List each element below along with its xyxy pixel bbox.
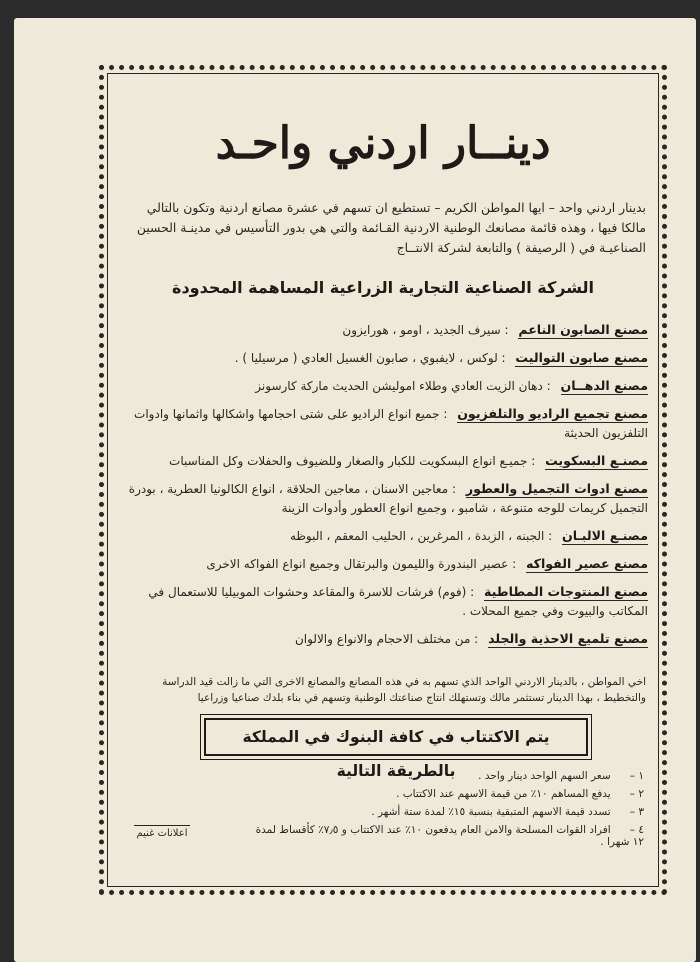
factory-products: : معاجين الاسنان ، معاجين الحلاقة ، انواع الكالونيا العطرية ، بودرة التجميل كريمات للوجه متنوعة ، شامبو ، وجميع انواع العطور وأدوات الزينة bbox=[128, 482, 648, 515]
term-text: افراد القوات المسلحة والامن العام يدفعون ١٠٪ عند الاكتتاب و ٧٫٥٪ كأقساط لمدة ١٢ شهرا . bbox=[255, 824, 644, 848]
factory-name: مصنع صابون التواليت bbox=[515, 350, 648, 365]
factory-item bbox=[118, 554, 648, 574]
factory-list bbox=[118, 320, 648, 657]
factory-item bbox=[118, 582, 648, 621]
subscription-box: يتم الاكتتاب في كافة البنوك في المملكة بالطريقة التالية bbox=[204, 718, 588, 756]
factory-name: مصنع ادوات التجميل والعطور bbox=[465, 481, 648, 496]
factory-products: : جميع انواع الراديو على شتى احجامها واشكالها واثمانها وادوات التلفزيون الحديثة bbox=[134, 407, 648, 440]
factory-products: : جميـع انواع البسكويت للكبار والصغار وللضيوف والحفلات وكل المناسبات bbox=[169, 454, 536, 468]
term-item bbox=[244, 824, 644, 848]
term-number: ٤ – bbox=[629, 824, 644, 836]
factory-item bbox=[118, 629, 648, 649]
citizen-note: اخي المواطن ، بالدينار الاردني الواحد الذي تسهم به في هذه المصانع والمصانع الاخرى التي ما زالت قيد الدراسة والتخطيط ، بهذا الدينار تستثمر مالك وتستهلك انتاج صناعتك الوطنية وتسهم في بناء بلدك صناعيا وزراعيا bbox=[162, 676, 646, 704]
factory-name: مصنـع الالبـان bbox=[562, 528, 648, 543]
factory-item bbox=[118, 404, 648, 443]
term-text: تسدد قيمة الاسهم المتبقية بنسبة ١٥٪ لمدة ستة أشهر . bbox=[371, 806, 611, 818]
factory-name: مصنع المنتوجات المطاطية bbox=[484, 584, 648, 599]
term-text: يدفع المساهم ١٠٪ من قيمة الاسهم عند الاكتتاب . bbox=[396, 788, 611, 800]
factory-name: مصنع تلميع الاحذية والجلد bbox=[488, 631, 648, 646]
factory-products: : دهان الزيت العادي وطلاء اموليشن الحديث ماركة كارسونز bbox=[255, 379, 551, 393]
factory-item bbox=[118, 376, 648, 396]
term-item bbox=[244, 788, 644, 800]
factory-item bbox=[118, 320, 648, 340]
term-number: ٢ – bbox=[629, 788, 644, 800]
factory-products: : من مختلف الاحجام والانواع والالوان bbox=[294, 632, 479, 646]
factory-products: : (فوم) فرشات للاسرة والمقاعد وحشوات الموبيليا للاستعمال في المكاتب والبيوت وفي جميع المحلات . bbox=[148, 585, 648, 618]
factory-item bbox=[118, 526, 648, 546]
term-text: سعر السهم الواحد دينار واحد . bbox=[478, 770, 611, 782]
term-number: ١ – bbox=[629, 770, 644, 782]
factory-name: مصنع الصابون الناعم bbox=[518, 322, 648, 337]
factory-item bbox=[118, 479, 648, 518]
intro-paragraph: بدينار اردني واحد – ايها المواطن الكريم – تستطيع ان تسهم في عشرة مصانع اردنية وتكون بالتالي مالكا فيها ، وهذه قائمة مصانعك الوطنية الاردنية القـائمة والتي هي بدور التأسيس في مدينـة الحسين الصناعيـة في ( الرصيفة ) والتابعة لشركة الانتــاج bbox=[136, 200, 646, 255]
factory-products: : لوكس ، لايفبوي ، صابون الغسيل العادي ( مرسيليا ) . bbox=[234, 351, 506, 365]
factory-products: : سيرف الجديد ، اومو ، هورايزون bbox=[342, 323, 509, 337]
page-title: دينــار اردني واحـد bbox=[215, 118, 551, 169]
advertiser-credit: اعلانات غنيم bbox=[134, 825, 190, 839]
paper-sheet bbox=[14, 18, 696, 962]
company-name: الشركة الصناعية التجارية الزراعية المساهمة المحدودة bbox=[172, 278, 594, 297]
factory-name: مصنع تجميع الراديو والتلفزيون bbox=[457, 406, 648, 421]
term-item bbox=[244, 770, 644, 782]
factory-products: : الجبنه ، الزبدة ، المرغرين ، الحليب المعقم ، البوظه bbox=[289, 529, 553, 543]
factory-products: : عصير البندورة والليمون والبرتقال وجميع انواع الفواكه الاخرى bbox=[206, 557, 517, 571]
factory-name: مصنـع البسكويت bbox=[545, 453, 648, 468]
term-item bbox=[244, 806, 644, 818]
factory-name: مصنع الدهــان bbox=[560, 378, 648, 393]
factory-name: مصنع عصير الفواكه bbox=[526, 556, 648, 571]
dotted-border-frame bbox=[99, 65, 667, 895]
factory-item bbox=[118, 451, 648, 471]
term-number: ٣ – bbox=[629, 806, 644, 818]
factory-item bbox=[118, 348, 648, 368]
subscription-terms bbox=[244, 770, 644, 854]
